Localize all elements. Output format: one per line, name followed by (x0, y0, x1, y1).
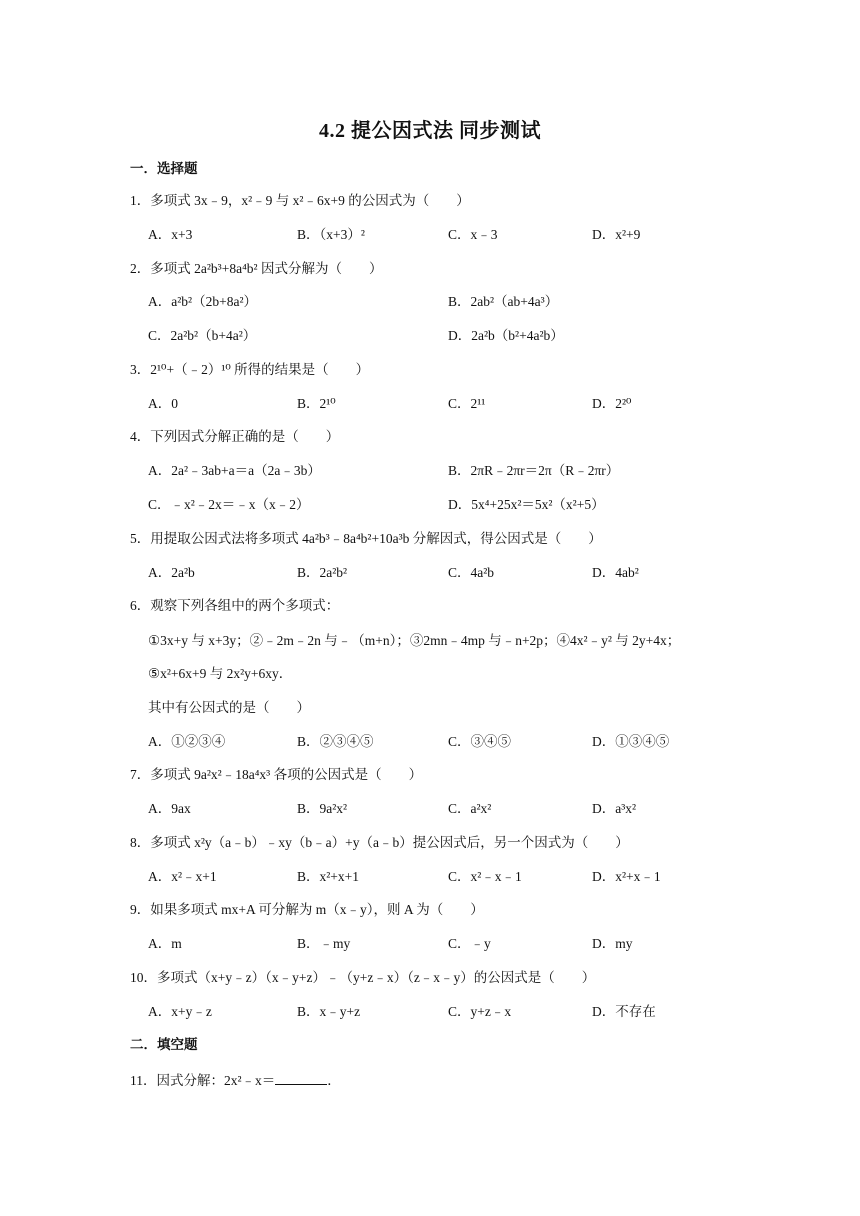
q1-option-a: A．x+3 (148, 227, 193, 242)
q9-option-b: B．﹣my (297, 936, 351, 951)
q6-line-3: 其中有公因式的是（ ） (148, 700, 310, 715)
q1-option-d: D．x²+9 (592, 227, 641, 242)
q2-option-d: D．2a²b（b²+4a²b） (448, 328, 564, 343)
question-3: 3．2¹⁰+（﹣2）¹⁰ 所得的结果是（ ） (130, 362, 370, 377)
q9-option-c: C．﹣y (448, 936, 491, 951)
question-8: 8．多项式 x²y（a﹣b）﹣xy（b﹣a）+y（a﹣b）提公因式后，另一个因式为（ ） (130, 835, 629, 850)
q6-line-2: ⑤x²+6x+9 与 2x²y+6xy． (148, 666, 293, 681)
q6-option-c: C．③④⑤ (448, 734, 512, 749)
q4-option-b: B．2πR﹣2πr＝2π（R﹣2πr） (448, 463, 620, 478)
q10-option-a: A．x+y﹣z (148, 1004, 212, 1019)
question-11 (130, 1070, 341, 1090)
question-10: 10．多项式（x+y﹣z）（x﹣y+z）﹣（y+z﹣x）（z﹣x﹣y）的公因式是（ ） (130, 970, 596, 985)
q7-option-b: B．9a²x² (297, 801, 348, 816)
q8-option-d: D．x²+x﹣1 (592, 869, 661, 884)
q9-option-a: A．m (148, 936, 182, 951)
q5-option-d: D．4ab² (592, 565, 639, 580)
q3-option-b: B．2¹⁰ (297, 396, 336, 411)
q7-option-a: A．9ax (148, 801, 191, 816)
question-6: 6．观察下列各组中的两个多项式： (130, 598, 340, 613)
q10-option-b: B．x﹣y+z (297, 1004, 361, 1019)
answer-blank[interactable] (275, 1070, 327, 1085)
q4-option-d: D．5x⁴+25x²＝5x²（x²+5） (448, 497, 605, 512)
q11-text: 11．因式分解：2x²﹣x＝ (130, 1073, 276, 1088)
q3-option-c: C．2¹¹ (448, 396, 486, 411)
question-1: 1．多项式 3x﹣9，x²﹣9 与 x²﹣6x+9 的公因式为（ ） (130, 193, 470, 208)
q7-option-c: C．a²x² (448, 801, 492, 816)
section-heading-choice: 一．选择题 (130, 161, 198, 176)
q10-option-c: C．y+z﹣x (448, 1004, 512, 1019)
q8-option-b: B．x²+x+1 (297, 869, 360, 884)
q4-option-c: C．﹣x²﹣2x＝﹣x（x﹣2） (148, 497, 310, 512)
q10-option-d: D．不存在 (592, 1004, 656, 1019)
q11-end: ． (327, 1073, 341, 1088)
q3-option-d: D．2²⁰ (592, 396, 632, 411)
question-9: 9．如果多项式 mx+A 可分解为 m（x﹣y），则 A 为（ ） (130, 902, 484, 917)
question-2: 2．多项式 2a²b³+8a⁴b² 因式分解为（ ） (130, 261, 383, 276)
question-4: 4．下列因式分解正确的是（ ） (130, 429, 340, 444)
q6-option-d: D．①③④⑤ (592, 734, 670, 749)
q4-option-a: A．2a²﹣3ab+a＝a（2a﹣3b） (148, 463, 321, 478)
q2-option-a: A．a²b²（2b+8a²） (148, 294, 257, 309)
q6-line-1: ①3x+y 与 x+3y；②﹣2m﹣2n 与﹣（m+n）；③2mn﹣4mp 与﹣n+2p；④4x²﹣y² 与 2y+4x； (148, 633, 681, 648)
question-5: 5．用提取公因式法将多项式 4a²b³﹣8a⁴b²+10a³b 分解因式，得公因式是（ ） (130, 531, 602, 546)
q2-option-b: B．2ab²（ab+4a³） (448, 294, 559, 309)
question-7: 7．多项式 9a²x²﹣18a⁴x³ 各项的公因式是（ ） (130, 767, 423, 782)
q6-option-a: A．①②③④ (148, 734, 226, 749)
q1-option-c: C．x﹣3 (448, 227, 498, 242)
section-heading-fill: 二．填空题 (130, 1037, 198, 1052)
q1-option-b: B．（x+3）² (297, 227, 365, 242)
q7-option-d: D．a³x² (592, 801, 637, 816)
q8-option-a: A．x²﹣x+1 (148, 869, 217, 884)
q6-option-b: B．②③④⑤ (297, 734, 374, 749)
q5-option-b: B．2a²b² (297, 565, 348, 580)
q2-option-c: C．2a²b²（b+4a²） (148, 328, 257, 343)
q8-option-c: C．x²﹣x﹣1 (448, 869, 522, 884)
page-title: 4.2 提公因式法 同步测试 (319, 120, 541, 142)
q5-option-c: C．4a²b (448, 565, 495, 580)
q5-option-a: A．2a²b (148, 565, 195, 580)
q9-option-d: D．my (592, 936, 633, 951)
q3-option-a: A．0 (148, 396, 178, 411)
